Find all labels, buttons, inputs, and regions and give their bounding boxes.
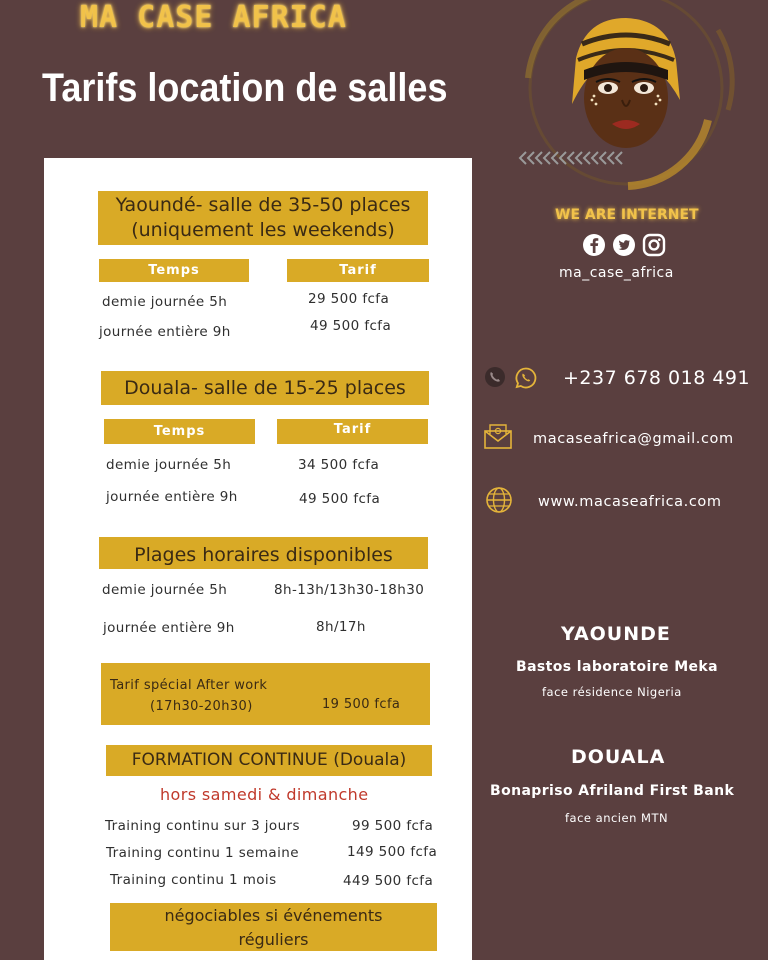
location-landmark-douala: face ancien MTN [565,811,669,825]
training-row-price: 149 500 fcfa [347,844,438,860]
yaounde-row-price: 29 500 fcfa [308,291,390,307]
slots-row-hours: 8h-13h/13h30-18h30 [274,582,425,598]
afterwork-label-line2: (17h30-20h30) [150,699,253,714]
douala-row-label: journée entière 9h [106,489,238,505]
location-landmark-yaounde: face résidence Nigeria [542,685,682,699]
instagram-icon[interactable] [642,233,666,257]
globe-icon [485,486,513,514]
phone-icon [484,366,506,388]
yaounde-col-price: Tarif [287,259,429,282]
training-row-price: 99 500 fcfa [352,818,434,834]
afterwork-box [101,663,430,725]
negotiable-line1: négociables si événements [164,906,383,925]
location-address-yaounde: Bastos laboratoire Meka [516,659,718,675]
yaounde-row-label: journée entière 9h [99,324,231,340]
location-city-yaounde: YAOUNDE [561,623,671,645]
avatar-illustration [508,0,758,200]
douala-col-price: Tarif [277,419,428,444]
afterwork-price: 19 500 fcfa [322,697,401,712]
yaounde-hall-title-line2: (uniquement les weekends) [131,219,395,241]
location-address-douala: Bonapriso Afriland First Bank [490,783,735,799]
slots-row-label: demie journée 5h [102,582,228,598]
training-title: FORMATION CONTINUE (Douala) [106,745,432,776]
yaounde-col-time: Temps [99,259,249,282]
yaounde-hall-title-line1: Yaoundé- salle de 35-50 places [115,194,411,216]
twitter-icon[interactable] [612,233,636,257]
slots-row-label: journée entière 9h [103,620,235,636]
page-title: Tarifs location de salles [42,66,448,110]
location-city-douala: DOUALA [571,746,666,768]
yaounde-row-label: demie journée 5h [102,294,228,310]
douala-hall-title: Douala- salle de 15-25 places [101,371,429,405]
pricing-panel [44,158,472,960]
training-row-label: Training continu sur 3 jours [105,818,300,834]
slots-title: Plages horaires disponibles [99,537,428,569]
website-link[interactable]: www.macaseafrica.com [538,494,722,510]
whatsapp-icon [514,366,538,390]
douala-col-time: Temps [104,419,255,444]
yaounde-hall-title [98,191,428,245]
phone-number[interactable]: +237 678 018 491 [563,367,751,389]
training-note: hors samedi & dimanche [160,785,369,804]
brand-logo-text: MA CASE AFRICA [80,0,347,35]
douala-row-label: demie journée 5h [106,457,232,473]
slots-row-hours: 8h/17h [316,619,366,635]
douala-row-price: 34 500 fcfa [298,457,380,473]
yaounde-row-price: 49 500 fcfa [310,318,392,334]
douala-row-price: 49 500 fcfa [299,491,381,507]
email-address[interactable]: macaseafrica@gmail.com [533,431,734,447]
social-handle[interactable]: ma_case_africa [559,265,674,281]
negotiable-line2: réguliers [238,930,309,949]
afterwork-label-line1: Tarif spécial After work [110,678,268,693]
training-row-label: Training continu 1 mois [110,872,277,888]
training-row-label: Training continu 1 semaine [106,845,299,861]
email-icon [483,422,513,450]
facebook-icon[interactable] [582,233,606,257]
training-row-price: 449 500 fcfa [343,873,434,889]
social-tagline: WE ARE INTERNET [555,207,699,223]
negotiable-box [110,903,437,951]
